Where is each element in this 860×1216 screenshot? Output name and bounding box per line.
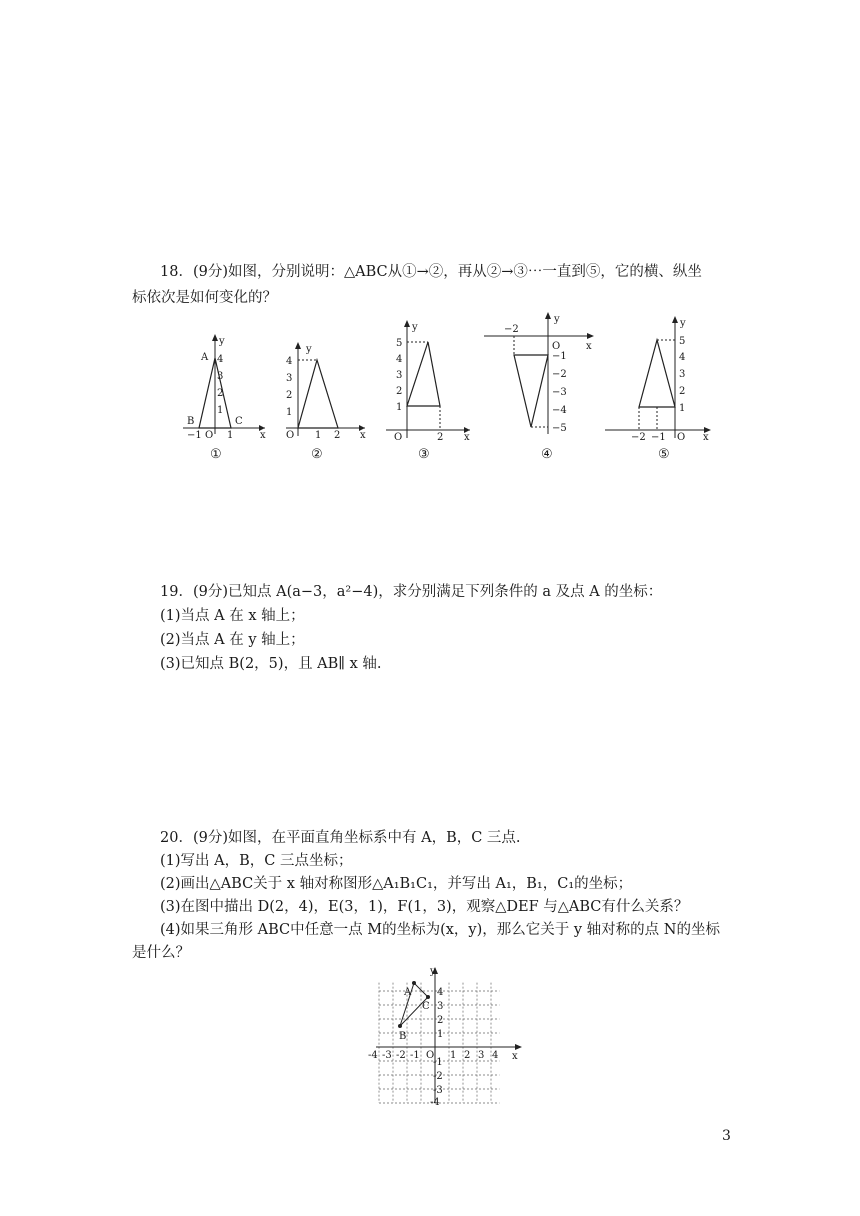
q19-item-1: (1)当点 A 在 x 轴上； bbox=[160, 608, 305, 624]
fig5-y-label: y bbox=[680, 318, 686, 329]
fig3-xtick: 2 bbox=[437, 432, 444, 442]
fig5-x-label: x bbox=[703, 432, 709, 442]
grid-xtick: -1 bbox=[410, 1050, 420, 1061]
q19-line1: 19．(9分)已知点 A(a−3，a²−4)，求分别满足下列条件的 a 及点 A 的坐标： bbox=[160, 584, 663, 600]
fig4-y-label: y bbox=[554, 314, 560, 325]
fig3-ytick: 4 bbox=[396, 354, 403, 365]
fig1-ytick: 1 bbox=[217, 405, 224, 416]
fig1-xtick: 1 bbox=[227, 430, 234, 441]
fig5-ytick: 4 bbox=[679, 352, 686, 363]
fig4-ytick: −3 bbox=[552, 387, 567, 398]
fig2-y-label: y bbox=[306, 344, 312, 355]
grid-ytick: -3 bbox=[433, 1085, 443, 1096]
q20-item-4: (4)如果三角形 ABC中任意一点 M的坐标为(x，y)，那么它关于 y 轴对称的点 N的坐标 bbox=[160, 922, 720, 938]
fig2-x-label: x bbox=[360, 430, 366, 441]
q20-coordinate-grid bbox=[366, 965, 526, 1105]
q19-item-3: (3)已知点 B(2，5)，且 AB∥ x 轴. bbox=[160, 656, 382, 672]
page-number: 3 bbox=[722, 1128, 731, 1144]
fig3-ytick: 1 bbox=[396, 402, 403, 413]
fig1-ytick: 4 bbox=[217, 354, 224, 365]
fig1-ytick: 3 bbox=[217, 371, 224, 382]
q20-line1: 20．(9分)如图，在平面直角坐标系中有 A，B，C 三点. bbox=[160, 830, 521, 846]
fig1-ytick: 2 bbox=[217, 388, 224, 399]
grid-xtick: 3 bbox=[478, 1050, 485, 1061]
fig4-ytick: −4 bbox=[552, 405, 567, 416]
fig1-origin-label: O bbox=[205, 430, 214, 441]
fig1-C-label: C bbox=[235, 416, 243, 427]
fig5-ytick: 5 bbox=[679, 336, 686, 347]
fig4-xtick: −2 bbox=[504, 324, 519, 335]
q18-line1: 18．(9分)如图，分别说明：△ABC从①→②，再从②→③⋯一直到⑤，它的横、纵坐 bbox=[160, 264, 702, 280]
grid-ytick: -2 bbox=[433, 1071, 443, 1082]
q18-figure-4 bbox=[482, 310, 597, 440]
q18-figure-1 bbox=[175, 330, 270, 442]
grid-ytick: 1 bbox=[437, 1029, 444, 1040]
fig5-xtick: −2 bbox=[631, 432, 646, 442]
q20-line-last: 是什么？ bbox=[132, 945, 190, 961]
fig2-origin-label: O bbox=[286, 430, 295, 441]
grid-xtick: -4 bbox=[368, 1050, 378, 1061]
fig1-x-label: x bbox=[260, 430, 266, 441]
caption-1: ① bbox=[210, 447, 222, 462]
grid-ytick: -1 bbox=[433, 1057, 443, 1068]
q18-figure-3 bbox=[382, 318, 474, 442]
fig2-xtick: 2 bbox=[334, 430, 341, 441]
grid-ytick: 4 bbox=[437, 987, 444, 998]
grid-origin-label: O bbox=[426, 1050, 435, 1061]
q18-line2: 标依次是如何变化的？ bbox=[132, 290, 277, 306]
grid-ytick: 2 bbox=[437, 1015, 444, 1026]
fig5-ytick: 1 bbox=[679, 403, 686, 414]
grid-y-label: y bbox=[430, 966, 436, 977]
q19-item-2: (2)当点 A 在 y 轴上； bbox=[160, 632, 305, 648]
fig3-y-label: y bbox=[412, 322, 418, 333]
q20-item-1: (1)写出 A，B，C 三点坐标； bbox=[160, 853, 353, 869]
q18-figure-2 bbox=[280, 340, 370, 442]
grid-xtick: -2 bbox=[396, 1050, 406, 1061]
fig1-A-label: A bbox=[201, 352, 209, 363]
fig4-ytick: −1 bbox=[552, 351, 567, 362]
grid-xtick: 1 bbox=[450, 1050, 457, 1061]
grid-C-label: C bbox=[422, 1001, 430, 1012]
grid-xtick: -3 bbox=[382, 1050, 392, 1061]
fig1-xtick: −1 bbox=[187, 430, 202, 441]
fig1-y-label: y bbox=[219, 336, 225, 347]
fig2-xtick: 1 bbox=[315, 430, 322, 441]
fig4-ytick: −5 bbox=[552, 423, 567, 434]
fig2-ytick: 4 bbox=[286, 356, 293, 367]
fig2-ytick: 3 bbox=[286, 373, 293, 384]
fig3-ytick: 3 bbox=[396, 370, 403, 381]
grid-A-label: A bbox=[404, 987, 412, 998]
fig4-origin-label: O bbox=[552, 341, 561, 352]
grid-x-label: x bbox=[512, 1051, 518, 1062]
fig5-origin-label: O bbox=[677, 432, 686, 442]
fig4-x-label: x bbox=[586, 341, 592, 352]
fig4-ytick: −2 bbox=[552, 369, 567, 380]
grid-xtick: 4 bbox=[492, 1050, 499, 1061]
grid-ytick: 3 bbox=[437, 1001, 444, 1012]
caption-3: ③ bbox=[418, 447, 430, 462]
fig3-ytick: 5 bbox=[396, 338, 403, 349]
fig3-origin-label: O bbox=[394, 432, 403, 442]
q20-item-3: (3)在图中描出 D(2，4)，E(3，1)，F(1，3)，观察△DEF 与△ABC有什么关系？ bbox=[160, 899, 689, 915]
q20-item-2: (2)画出△ABC关于 x 轴对称图形△A₁B₁C₁，并写出 A₁，B₁，C₁的坐标； bbox=[160, 876, 633, 892]
fig5-ytick: 3 bbox=[679, 369, 686, 380]
fig5-xtick: −1 bbox=[651, 432, 666, 442]
caption-2: ② bbox=[311, 447, 323, 462]
caption-5: ⑤ bbox=[658, 447, 670, 462]
fig2-ytick: 2 bbox=[286, 390, 293, 401]
grid-B-label: B bbox=[399, 1031, 407, 1042]
grid-ytick: -4 bbox=[430, 1097, 440, 1105]
fig1-B-label: B bbox=[187, 416, 195, 427]
fig3-x-label: x bbox=[464, 432, 470, 442]
q18-figure-5 bbox=[603, 314, 715, 442]
fig2-ytick: 1 bbox=[286, 407, 293, 418]
fig5-ytick: 2 bbox=[679, 386, 686, 397]
fig3-ytick: 2 bbox=[396, 386, 403, 397]
caption-4: ④ bbox=[541, 447, 553, 462]
grid-xtick: 2 bbox=[464, 1050, 471, 1061]
